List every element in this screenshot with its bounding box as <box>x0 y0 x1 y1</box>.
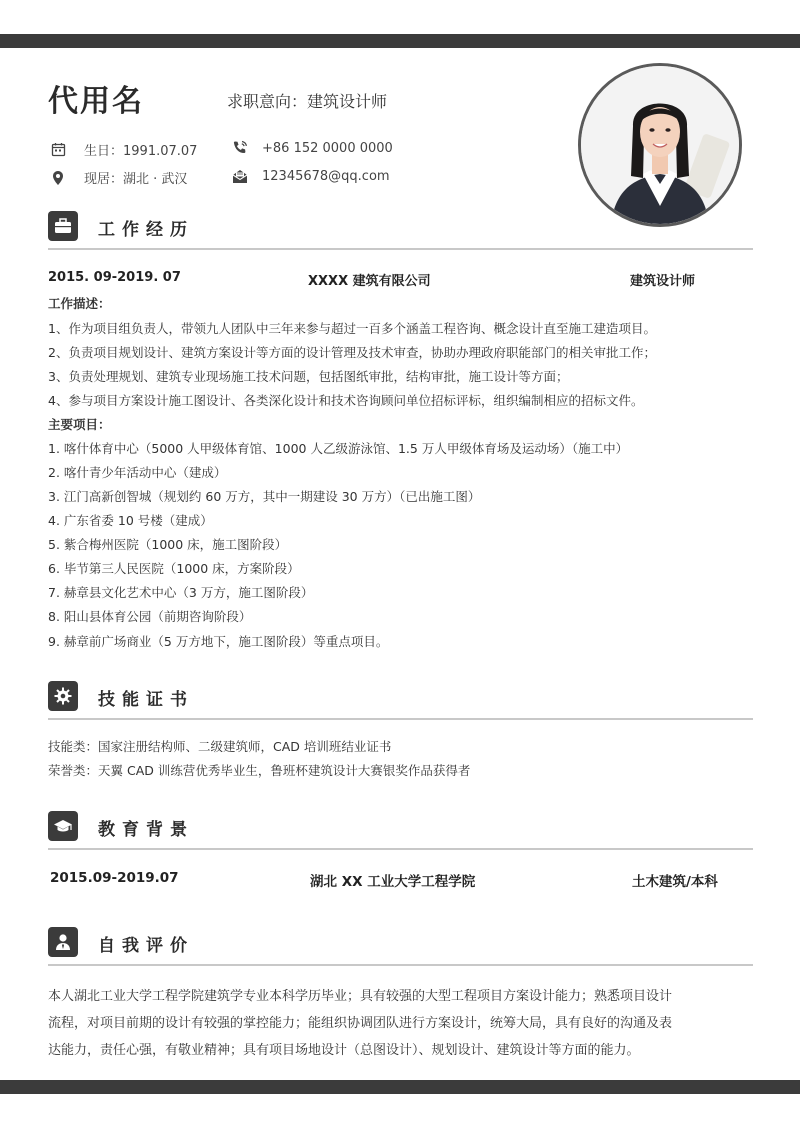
bottom-bar <box>0 1080 800 1094</box>
work-desc-line: 3、负责处理规划、建筑专业现场施工技术问题，包括图纸审批，结构审批，施工设计等方面； <box>48 369 569 384</box>
profile-photo <box>578 63 742 227</box>
project-item: 3. 江门高新创智城（规划约 60 万方，其中一期建设 30 万方）（已出施工图） <box>48 489 481 504</box>
self-line: 本人湖北工业大学工程学院建筑学专业本科学历毕业；具有较强的大型工程项目方案设计能力；熟悉项目设计 <box>48 989 673 1004</box>
phone-info <box>232 140 393 156</box>
section-work-header <box>48 211 753 245</box>
work-position: 建筑设计师 <box>630 274 696 289</box>
project-item: 7. 赫章县文化艺术中心（3 万方，施工图阶段） <box>48 585 314 600</box>
phone-text: +86 152 0000 0000 <box>262 140 393 156</box>
education-school: 湖北 XX 工业大学工程学院 <box>310 874 476 890</box>
education-major: 土木建筑/本科 <box>632 874 718 890</box>
project-item: 4. 广东省委 10 号楼（建成） <box>48 513 213 528</box>
email-info <box>232 168 390 184</box>
work-desc-line: 1、作为项目组负责人，带领九人团队中三年来参与超过一百多个涵盖工程咨询、概念设计直至施工建造项目。 <box>48 321 656 336</box>
top-bar <box>0 34 800 48</box>
section-divider <box>48 718 753 720</box>
calendar-icon <box>50 142 66 158</box>
briefcase-icon <box>48 211 78 241</box>
project-item: 8. 阳山县体育公园（前期咨询阶段） <box>48 609 252 624</box>
section-self-header <box>48 927 753 961</box>
gear-icon <box>48 681 78 711</box>
section-education-header <box>48 811 753 845</box>
section-divider <box>48 964 753 966</box>
location-text: 现居：湖北 · 武汉 <box>84 172 188 187</box>
section-self-title: 自我评价 <box>98 936 194 956</box>
project-item: 1. 喀什体育中心（5000 人甲级体育馆、1000 人乙级游泳馆、1.5 万人甲级体育场及运动场）（施工中） <box>48 441 629 456</box>
birth-info <box>50 140 197 159</box>
location-info <box>50 168 187 187</box>
email-text: 12345678@qq.com <box>262 168 390 184</box>
work-projects-label: 主要项目： <box>48 417 111 432</box>
project-item: 9. 赫章前广场商业（5 万方地下，施工图阶段）等重点项目。 <box>48 634 389 649</box>
section-skills-title: 技能证书 <box>98 690 194 710</box>
section-work-title: 工作经历 <box>98 220 194 240</box>
birth-text: 生日：1991.07.07 <box>84 144 198 159</box>
candidate-name: 代用名 <box>48 84 144 119</box>
graduation-cap-icon <box>48 811 78 841</box>
work-period: 2015. 09-2019. 07 <box>48 270 181 285</box>
work-desc-line: 4、参与项目方案设计施工图设计、各类深化设计和技术咨询顾问单位招标评标，组织编制相应的招标文件。 <box>48 393 644 408</box>
location-pin-icon <box>50 170 66 186</box>
project-item: 6. 毕节第三人民医院（1000 床，方案阶段） <box>48 561 300 576</box>
job-intent: 求职意向：建筑设计师 <box>227 92 388 111</box>
work-desc-line: 2、负责项目规划设计、建筑方案设计等方面的设计管理及技术审查，协助办理政府职能部门的相关审批工作； <box>48 345 656 360</box>
work-desc-label: 工作描述： <box>48 296 111 311</box>
self-evaluation-text <box>48 983 758 1064</box>
self-line: 流程，对项目前期的设计有较强的掌控能力；能组织协调团队进行方案设计，统筹大局，具有良好的沟通及表 <box>48 1016 673 1031</box>
mail-icon <box>232 168 248 184</box>
section-divider <box>48 848 753 850</box>
skill-line: 技能类：国家注册结构师、二级建筑师，CAD 培训班结业证书 <box>48 739 392 754</box>
user-icon <box>48 927 78 957</box>
work-company: XXXX 建筑有限公司 <box>308 274 431 289</box>
skill-line: 荣誉类：天翼 CAD 训练营优秀毕业生，鲁班杯建筑设计大赛银奖作品获得者 <box>48 763 471 778</box>
project-item: 5. 紫合梅州医院（1000 床，施工图阶段） <box>48 537 288 552</box>
section-divider <box>48 248 753 250</box>
self-line: 达能力，责任心强，有敬业精神；具有项目场地设计（总图设计）、规划设计、建筑设计等方面的能力。 <box>48 1043 640 1058</box>
phone-icon <box>232 140 248 156</box>
project-item: 2. 喀什青少年活动中心（建成） <box>48 465 227 480</box>
education-period: 2015.09-2019.07 <box>50 870 179 886</box>
section-education-title: 教育背景 <box>98 820 194 840</box>
section-skills-header <box>48 681 753 715</box>
